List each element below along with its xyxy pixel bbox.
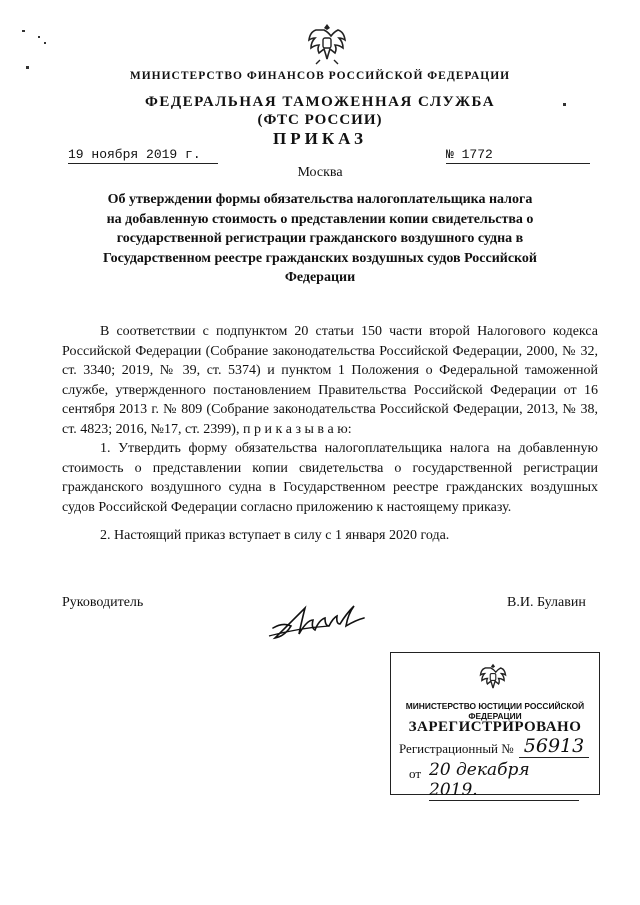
body-intro-paragraph: В соответствии с подпунктом 20 статьи 150 части второй Налогового кодекса Российской Федерации (Собрание законодательства Российской Федерации, 2000, № 32, ст. 3340; 2019, № 39, ст. 5374) и пунктом 1 Положения о Федеральной таможенной службе, утвержденного постановлением Правительства Российской Федерации от 16 сентября 2013 г. № 809 (Собрание законодательства Российской Федерации, 2013, № 38, ст. 4823; 2016, №17, ст. 2399), п р и к а з ы в а ю: — [62, 324, 598, 437]
order-number: № 1772 — [446, 147, 590, 164]
handwritten-signature — [265, 590, 375, 650]
agency-name: ФЕДЕРАЛЬНАЯ ТАМОЖЕННАЯ СЛУЖБА — [144, 94, 496, 110]
stamp-date-value: 20 декабря 2019. — [429, 760, 579, 801]
stamp-ministry: МИНИСТЕРСТВО ЮСТИЦИИ РОССИЙСКОЙ ФЕДЕРАЦИИ — [405, 701, 585, 721]
stamp-status: ЗАРЕГИСТРИРОВАНО — [408, 719, 582, 735]
scan-speck — [26, 66, 29, 69]
signatory-name: В.И. Булавин — [507, 595, 586, 610]
agency-short-name: (ФТС РОССИИ) — [257, 112, 383, 128]
body-item-1: 1. Утвердить форму обязательства налогоплательщика налога на добавленную стоимость о представлении копии свидетельства о государственной регистрации гражданского воздушного судна в Государственном реестре гражданских воздушных судов Российской Федерации согласно приложению к настоящему приказу. — [62, 441, 598, 515]
scan-speck — [38, 36, 40, 38]
stamp-reg-number: 56913 — [519, 735, 589, 758]
stamp-reg-label: Регистрационный № — [399, 741, 514, 756]
document-type-title: ПРИКАЗ — [273, 129, 367, 148]
stamp-emblem-icon — [478, 661, 508, 693]
signatory-position: Руководитель — [62, 595, 144, 610]
scan-speck — [44, 42, 46, 44]
body-item-2: 2. Настоящий приказ вступает в силу с 1 января 2020 года. — [100, 528, 450, 543]
order-date: 19 ноября 2019 г. — [68, 147, 218, 164]
order-city: Москва — [297, 165, 343, 180]
russian-eagle-emblem-icon — [306, 20, 348, 66]
ministry-header: МИНИСТЕРСТВО ФИНАНСОВ РОССИЙСКОЙ ФЕДЕРАЦИИ — [129, 70, 511, 82]
registration-stamp — [390, 652, 600, 800]
stamp-date-label: от — [409, 766, 422, 781]
order-subject: Об утверждении формы обязательства налогоплательщика налога на добавленную стоимость о представлении копии свидетельства о государственной регистрации гражданского воздушного судна в Государственном реестре гражданских воздушных судов Российской Федерации — [103, 192, 537, 286]
scan-speck — [22, 30, 25, 32]
